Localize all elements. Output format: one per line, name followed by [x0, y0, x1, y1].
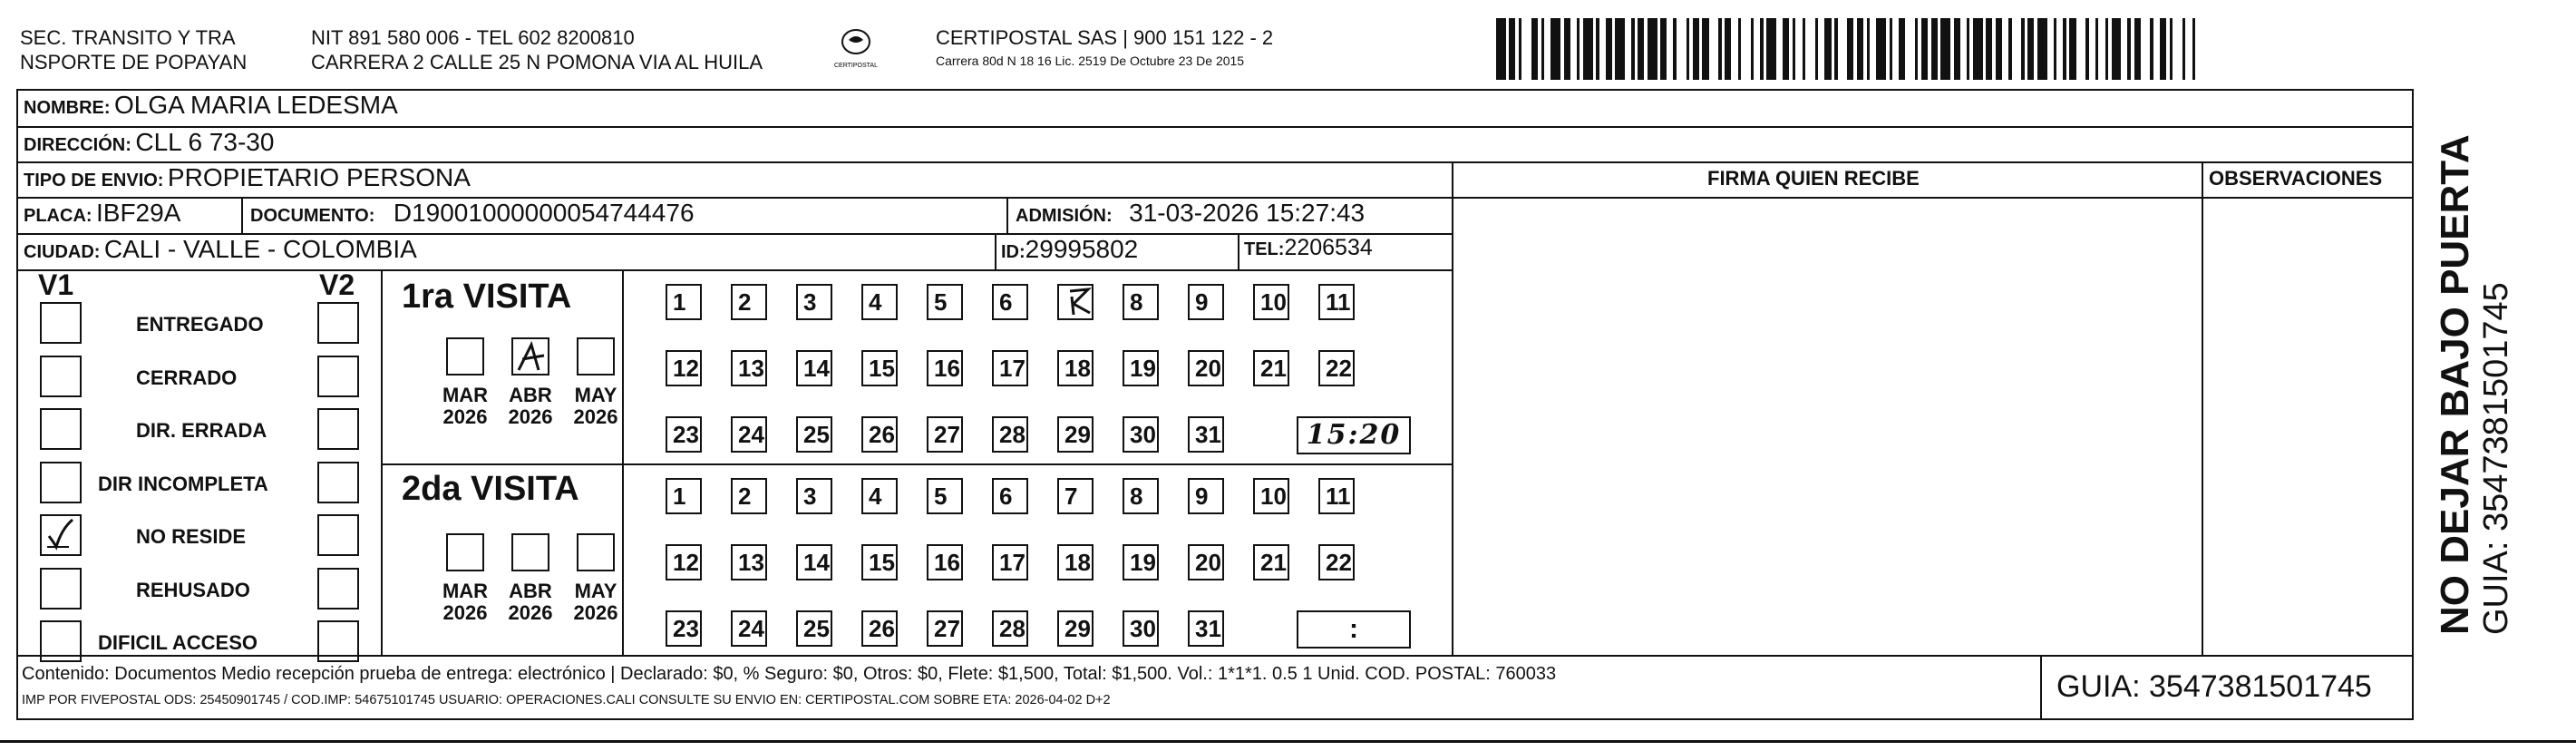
reason-label-3: DIR INCOMPLETA — [98, 472, 268, 495]
bottom-rule — [0, 740, 2576, 743]
visit2-days-day-10[interactable]: 10 — [1253, 478, 1289, 514]
visit1-days-day-27[interactable]: 27 — [927, 416, 963, 453]
visit2-days-day-27[interactable]: 27 — [927, 610, 963, 647]
visit2-days-day-25[interactable]: 25 — [796, 610, 832, 647]
admission-value: 31-03-2026 15:27:43 — [1129, 199, 1366, 227]
visit2-days-day-21[interactable]: 21 — [1253, 544, 1289, 580]
visit2-months-box-mar[interactable] — [446, 533, 484, 571]
visit1-days-day-14[interactable]: 14 — [796, 350, 832, 386]
signature-area[interactable] — [1453, 199, 2201, 654]
city-value: CALI - VALLE - COLOMBIA — [103, 235, 417, 263]
visit1-days-day-1[interactable]: 1 — [666, 284, 702, 320]
visit1-days-day-9[interactable]: 9 — [1188, 284, 1224, 320]
visit2-days-day-4[interactable]: 4 — [861, 478, 898, 514]
visit2-days-day-26[interactable]: 26 — [861, 610, 898, 647]
tel-value: 2206534 — [1284, 235, 1373, 260]
visit2-days-day-6[interactable]: 6 — [992, 478, 1028, 514]
reason-label-0: ENTREGADO — [136, 313, 264, 336]
signature-header: FIRMA QUIEN RECIBE — [1707, 167, 1920, 190]
city-label: CIUDAD: — [24, 242, 101, 262]
visit1-days-day-26[interactable]: 26 — [861, 416, 898, 453]
plate-value: IBF29A — [96, 199, 181, 227]
visit1-months-year-may: 2026 — [573, 405, 618, 428]
id-label: ID: — [1001, 242, 1026, 262]
visit2-title: 2da VISITA — [402, 470, 579, 508]
v2-checkbox-6[interactable] — [317, 620, 359, 662]
visit1-days-day-18[interactable]: 18 — [1057, 350, 1094, 386]
visit2-months-box-may[interactable] — [577, 533, 615, 571]
visit1-months-year-abr: 2026 — [508, 405, 553, 428]
content-line: Contenido: Documentos Medio recepción prueba de entrega: electrónico | Declarado: $0, % Seguro: $0, Otros: $0, Flete: $1,500, Total: $1,500. Vol.: 1*1*1. 0.5 1 Unid. COD. POSTAL: 760033 — [22, 664, 1557, 684]
visit1-days-day-20[interactable]: 20 — [1188, 350, 1224, 386]
no-dejar-warning: NO DEJAR BAJO PUERTA — [2433, 134, 2477, 635]
recipient-address: CLL 6 73-30 — [135, 128, 275, 156]
visit2-months-year-mar: 2026 — [442, 601, 488, 624]
visit1-days-day-31[interactable]: 31 — [1188, 416, 1224, 453]
visit2-months-year-abr: 2026 — [508, 601, 553, 624]
visit1-days-day-8[interactable]: 8 — [1123, 284, 1159, 320]
address-row — [24, 128, 274, 157]
v1-checkbox-4[interactable] — [40, 514, 82, 556]
visit1-days-day-7[interactable] — [1057, 284, 1094, 320]
reason-label-4: NO RESIDE — [136, 525, 247, 548]
visit1-days-day-23[interactable]: 23 — [666, 416, 702, 453]
v1-header: V1 — [38, 268, 74, 301]
company-info — [936, 25, 1273, 70]
handwritten-mark-icon — [1064, 286, 1095, 317]
visit1-months-box-mar[interactable] — [446, 337, 484, 376]
visit2-days-day-16[interactable]: 16 — [927, 544, 963, 580]
visit2-days-day-23[interactable]: 23 — [666, 610, 702, 647]
svg-text:CERTIPOSTAL: CERTIPOSTAL — [834, 63, 878, 69]
company-line-2: Carrera 80d N 18 16 Lic. 2519 De Octubre 23 De 2015 — [936, 54, 1245, 68]
visit1-days-day-5[interactable]: 5 — [927, 284, 963, 320]
sender-line-2: NSPORTE DE POPAYAN — [20, 51, 248, 73]
visit1-months-label-mar: MAR — [442, 384, 489, 406]
visit1-days-day-16[interactable]: 16 — [927, 350, 963, 386]
visit1-days-day-25[interactable]: 25 — [796, 416, 832, 453]
v1-checkbox-2[interactable] — [40, 408, 82, 450]
visit2-days-day-31[interactable]: 31 — [1188, 610, 1224, 647]
footer-guia: GUIA: 3547381501745 — [2056, 669, 2372, 704]
visit1-months-box-abr[interactable] — [511, 337, 549, 376]
v2-header: V2 — [319, 268, 355, 301]
visit1-days-day-3[interactable]: 3 — [796, 284, 832, 320]
visit1-days-day-2[interactable]: 2 — [731, 284, 767, 320]
visit2-days-day-2[interactable]: 2 — [731, 478, 767, 514]
visit1-title: 1ra VISITA — [402, 278, 572, 316]
visit2-days-day-20[interactable]: 20 — [1188, 544, 1224, 580]
visit2-months-label-mar: MAR — [442, 580, 489, 602]
visit2-months-label-may: MAY — [574, 580, 617, 602]
reason-label-1: CERRADO — [136, 366, 238, 389]
visit2-days-day-7[interactable]: 7 — [1057, 478, 1094, 514]
sender-name — [20, 25, 247, 74]
plate-cell — [24, 199, 180, 228]
visit1-days-day-30[interactable]: 30 — [1123, 416, 1159, 453]
visit2-days-day-12[interactable]: 12 — [666, 544, 702, 580]
barcode — [1496, 18, 2203, 80]
visit1-days-day-24[interactable]: 24 — [731, 416, 767, 453]
visit1-days-day-4[interactable]: 4 — [861, 284, 898, 320]
visit1-days-day-29[interactable]: 29 — [1057, 416, 1094, 453]
visit1-days-day-21[interactable]: 21 — [1253, 350, 1289, 386]
visit1-days-day-10[interactable]: 10 — [1253, 284, 1289, 320]
visit2-days-day-28[interactable]: 28 — [992, 610, 1028, 647]
sender-line-1: SEC. TRANSITO Y TRA — [20, 26, 236, 49]
v2-checkbox-5[interactable] — [317, 568, 359, 610]
id-value: 29995802 — [1025, 235, 1139, 263]
reason-label-2: DIR. ERRADA — [136, 419, 267, 442]
visit1-days-time-field[interactable]: 15:20 — [1297, 416, 1411, 454]
name-label: NOMBRE: — [24, 98, 111, 118]
id-cell — [1001, 235, 1138, 264]
visit1-days-day-11[interactable]: 11 — [1318, 284, 1355, 320]
certipostal-logo — [827, 27, 885, 73]
visit2-days-day-11[interactable]: 11 — [1318, 478, 1355, 514]
visit2-days-time-field[interactable]: : — [1297, 610, 1411, 649]
admission-cell — [1016, 199, 1365, 228]
admission-label: ADMISIÓN: — [1016, 206, 1113, 226]
visit1-days-day-22[interactable]: 22 — [1318, 350, 1355, 386]
imp-line: IMP POR FIVEPOSTAL ODS: 25450901745 / COD.IMP: 54675101745 USUARIO: OPERACIONES.CALI CONSULTE SU ENVIO EN: CERTIPOSTAL.COM SOBRE ETA: 2026-04-02 D+2 — [22, 693, 1111, 707]
tel-label: TEL: — [1244, 239, 1285, 259]
visit2-months-label-abr: ABR — [509, 580, 552, 602]
v1-checkbox-1[interactable] — [40, 356, 82, 397]
v2-checkbox-1[interactable] — [317, 356, 359, 397]
nit-line-2: CARRERA 2 CALLE 25 N POMONA VIA AL HUILA — [311, 51, 763, 73]
visit1-days-day-19[interactable]: 19 — [1123, 350, 1159, 386]
visit1-months-label-may: MAY — [574, 384, 617, 406]
document-cell — [250, 199, 695, 228]
visit2-days-day-15[interactable]: 15 — [861, 544, 898, 580]
handwritten-a-icon — [513, 339, 548, 374]
visit2-days-day-14[interactable]: 14 — [796, 544, 832, 580]
visit1-days-day-15[interactable]: 15 — [861, 350, 898, 386]
side-text — [2434, 134, 2515, 635]
v1-checkbox-6[interactable] — [40, 620, 82, 662]
v2-checkbox-2[interactable] — [317, 408, 359, 450]
v1-checkbox-3[interactable] — [40, 462, 82, 503]
v2-checkbox-3[interactable] — [317, 462, 359, 503]
visit2-months-year-may: 2026 — [573, 601, 618, 624]
reason-label-5: REHUSADO — [136, 578, 250, 601]
visit2-days-day-30[interactable]: 30 — [1123, 610, 1159, 647]
nit-line-1: NIT 891 580 006 - TEL 602 8200810 — [311, 26, 635, 49]
visit2-days-day-1[interactable]: 1 — [666, 478, 702, 514]
document-value: D19001000000054744476 — [393, 199, 695, 227]
visit2-days-day-29[interactable]: 29 — [1057, 610, 1094, 647]
company-line-1: CERTIPOSTAL SAS | 900 151 122 - 2 — [936, 26, 1274, 49]
visit1-days-day-6[interactable]: 6 — [992, 284, 1028, 320]
city-cell — [24, 235, 417, 264]
name-row — [24, 91, 398, 120]
visit1-days-day-28[interactable]: 28 — [992, 416, 1028, 453]
visit2-months-box-abr[interactable] — [511, 533, 549, 571]
type-row — [24, 163, 471, 192]
visit2-days-day-19[interactable]: 19 — [1123, 544, 1159, 580]
tel-cell — [1244, 235, 1373, 261]
recipient-name: OLGA MARIA LEDESMA — [114, 91, 398, 119]
visit1-days-day-12[interactable]: 12 — [666, 350, 702, 386]
visit2-days-day-13[interactable]: 13 — [731, 544, 767, 580]
visit1-days-day-13[interactable]: 13 — [731, 350, 767, 386]
address-label: DIRECCIÓN: — [24, 135, 131, 155]
v1-checkbox-5[interactable] — [40, 568, 82, 610]
v1-checkbox-0[interactable] — [40, 302, 82, 344]
type-label: TIPO DE ENVIO: — [24, 171, 164, 190]
side-guia: GUIA: 3547381501745 — [2477, 282, 2515, 635]
sender-nit — [311, 25, 763, 74]
v2-checkbox-4[interactable] — [317, 514, 359, 556]
v2-checkbox-0[interactable] — [317, 302, 359, 344]
plate-label: PLACA: — [24, 206, 92, 226]
document-label: DOCUMENTO: — [250, 206, 375, 226]
shipment-type: PROPIETARIO PERSONA — [167, 163, 471, 191]
visit2-days-day-8[interactable]: 8 — [1123, 478, 1159, 514]
visit2-days-day-18[interactable]: 18 — [1057, 544, 1094, 580]
visit1-months-year-mar: 2026 — [442, 405, 488, 428]
visit2-days-day-24[interactable]: 24 — [731, 610, 767, 647]
observations-header: OBSERVACIONES — [2209, 167, 2383, 190]
visit1-months-label-abr: ABR — [509, 384, 552, 406]
visit2-days-day-5[interactable]: 5 — [927, 478, 963, 514]
observations-area[interactable] — [2203, 199, 2412, 654]
visit2-days-day-17[interactable]: 17 — [992, 544, 1028, 580]
reason-label-6: DIFICIL ACCESO — [98, 631, 258, 654]
visit2-days-day-22[interactable]: 22 — [1318, 544, 1355, 580]
visit2-days-day-3[interactable]: 3 — [796, 478, 832, 514]
visit2-days-day-9[interactable]: 9 — [1188, 478, 1224, 514]
visit1-months-box-may[interactable] — [577, 337, 615, 376]
check-mark-icon — [42, 516, 80, 554]
visit1-days-day-17[interactable]: 17 — [992, 350, 1028, 386]
